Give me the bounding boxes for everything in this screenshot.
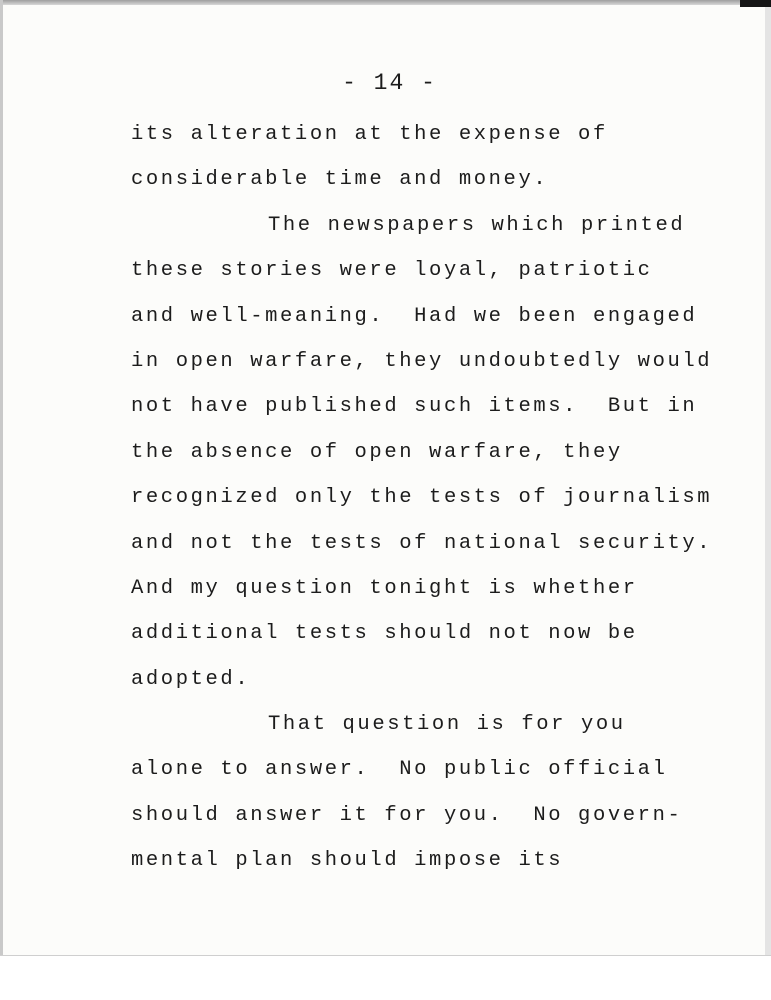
paragraph-start-line: That question is for you	[268, 713, 626, 737]
text-line: and not the tests of national security.	[131, 531, 713, 555]
text-line: in open warfare, they undoubtedly would	[131, 349, 713, 373]
scan-corner-mark	[740, 0, 771, 7]
text-line: its alteration at the expense of	[131, 123, 608, 146]
text-line: considerable time and money.	[131, 168, 549, 192]
paragraph-start-line: The newspapers which printed	[268, 213, 686, 237]
text-line: should answer it for you. No govern-	[131, 803, 683, 827]
typed-body-text	[131, 112, 751, 884]
scan-edge-right	[765, 0, 771, 1000]
scan-edge-top	[0, 0, 771, 5]
text-line: not have published such items. But in	[131, 395, 698, 419]
text-line: additional tests should not now be	[131, 622, 638, 646]
page-number: - 14 -	[342, 70, 437, 96]
text-line: recognized only the tests of journalism	[131, 486, 713, 510]
text-line: and well-meaning. Had we been engaged	[131, 304, 698, 328]
text-line: alone to answer. No public official	[131, 758, 668, 782]
text-line: mental plan should impose its	[131, 849, 564, 873]
scan-edge-left	[0, 0, 3, 1000]
text-line: the absence of open warfare, they	[131, 440, 623, 464]
text-line: And my question tonight is whether	[131, 576, 638, 600]
text-line: these stories were loyal, patriotic	[131, 259, 653, 283]
text-line: adopted.	[131, 667, 251, 691]
scan-bottom-margin	[0, 955, 771, 1000]
